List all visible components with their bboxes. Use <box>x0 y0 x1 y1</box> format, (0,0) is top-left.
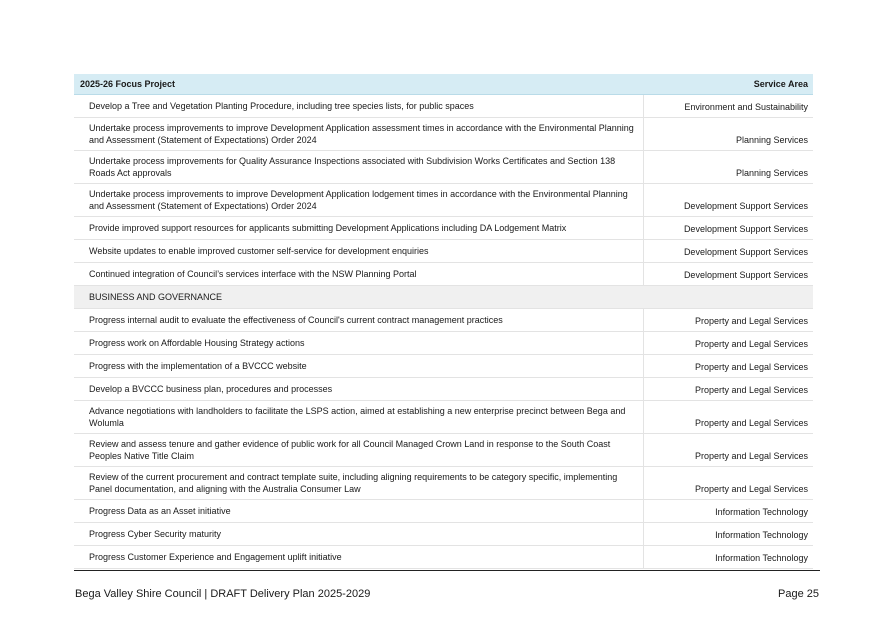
project-cell: Review of the current procurement and contract template suite, including aligning requirements to be category specific, implementing Panel documentation, and aligning with the Australia Consumer Law <box>74 467 643 500</box>
project-cell: Progress internal audit to evaluate the effectiveness of Council's current contract management practices <box>74 309 643 332</box>
table-row <box>74 355 813 378</box>
footer-page-number: Page 25 <box>778 588 819 600</box>
service-area-cell: Development Support Services <box>643 240 813 263</box>
table-row <box>74 378 813 401</box>
table-row <box>74 309 813 332</box>
table-row <box>74 184 813 217</box>
service-area-cell: Planning Services <box>643 118 813 151</box>
project-cell: Undertake process improvements to improve Development Application assessment times in accordance with the Environmental Planning and Assessment (Statement of Expectations) Order 2024 <box>74 118 643 151</box>
service-area-cell: Environment and Sustainability <box>643 95 813 118</box>
project-cell: Progress Cyber Security maturity <box>74 523 643 546</box>
project-cell: Undertake process improvements to improve Development Application lodgement times in accordance with the Environmental Planning and Assessment (Statement of Expectations) Order 2024 <box>74 184 643 217</box>
project-cell: Progress Customer Experience and Engagement uplift initiative <box>74 546 643 569</box>
table-row <box>74 95 813 118</box>
table-row <box>74 500 813 523</box>
service-area-cell: Property and Legal Services <box>643 378 813 401</box>
table-row <box>74 240 813 263</box>
service-area-cell: Development Support Services <box>643 263 813 286</box>
service-area-cell: Development Support Services <box>643 217 813 240</box>
project-cell: Advance negotiations with landholders to facilitate the LSPS action, aimed at establishing a new enterprise precinct between Bega and Wolumla <box>74 401 643 434</box>
table-row <box>74 151 813 184</box>
section-title: BUSINESS AND GOVERNANCE <box>74 286 643 309</box>
service-area-cell: Property and Legal Services <box>643 467 813 500</box>
service-area-cell: Property and Legal Services <box>643 401 813 434</box>
service-area-cell: Property and Legal Services <box>643 332 813 355</box>
service-area-cell: Planning Services <box>643 151 813 184</box>
service-area-cell: Development Support Services <box>643 184 813 217</box>
project-cell: Provide improved support resources for applicants submitting Development Applications including DA Lodgement Matrix <box>74 217 643 240</box>
column-header-service-area: Service Area <box>643 74 813 95</box>
service-area-cell: Information Technology <box>643 500 813 523</box>
footer-divider <box>74 570 820 571</box>
table-row <box>74 118 813 151</box>
service-area-cell: Information Technology <box>643 546 813 569</box>
project-cell: Develop a Tree and Vegetation Planting Procedure, including tree species lists, for public spaces <box>74 95 643 118</box>
section-empty-cell <box>643 286 813 309</box>
service-area-cell: Information Technology <box>643 523 813 546</box>
table-row <box>74 546 813 569</box>
table-row <box>74 263 813 286</box>
project-cell: Progress work on Affordable Housing Strategy actions <box>74 332 643 355</box>
service-area-cell: Property and Legal Services <box>643 309 813 332</box>
table-row <box>74 217 813 240</box>
table-row <box>74 332 813 355</box>
project-cell: Progress Data as an Asset initiative <box>74 500 643 523</box>
section-header-row <box>74 286 813 309</box>
project-cell: Continued integration of Council’s services interface with the NSW Planning Portal <box>74 263 643 286</box>
project-cell: Review and assess tenure and gather evidence of public work for all Council Managed Crown Land in response to the South Coast Peoples Native Title Claim <box>74 434 643 467</box>
project-cell: Undertake process improvements for Quality Assurance Inspections associated with Subdivision Works Certificates and Section 138 Roads Act approvals <box>74 151 643 184</box>
project-cell: Develop a BVCCC business plan, procedures and processes <box>74 378 643 401</box>
service-area-cell: Property and Legal Services <box>643 434 813 467</box>
project-cell: Progress with the implementation of a BVCCC website <box>74 355 643 378</box>
focus-projects-table <box>74 74 813 569</box>
table-header-row <box>74 74 813 95</box>
column-header-project: 2025-26 Focus Project <box>74 74 643 95</box>
table-row <box>74 523 813 546</box>
table-row <box>74 467 813 500</box>
table-row <box>74 434 813 467</box>
footer-document-title: Bega Valley Shire Council | DRAFT Delivery Plan 2025-2029 <box>75 588 371 600</box>
table-row <box>74 401 813 434</box>
project-cell: Website updates to enable improved customer self-service for development enquiries <box>74 240 643 263</box>
service-area-cell: Property and Legal Services <box>643 355 813 378</box>
